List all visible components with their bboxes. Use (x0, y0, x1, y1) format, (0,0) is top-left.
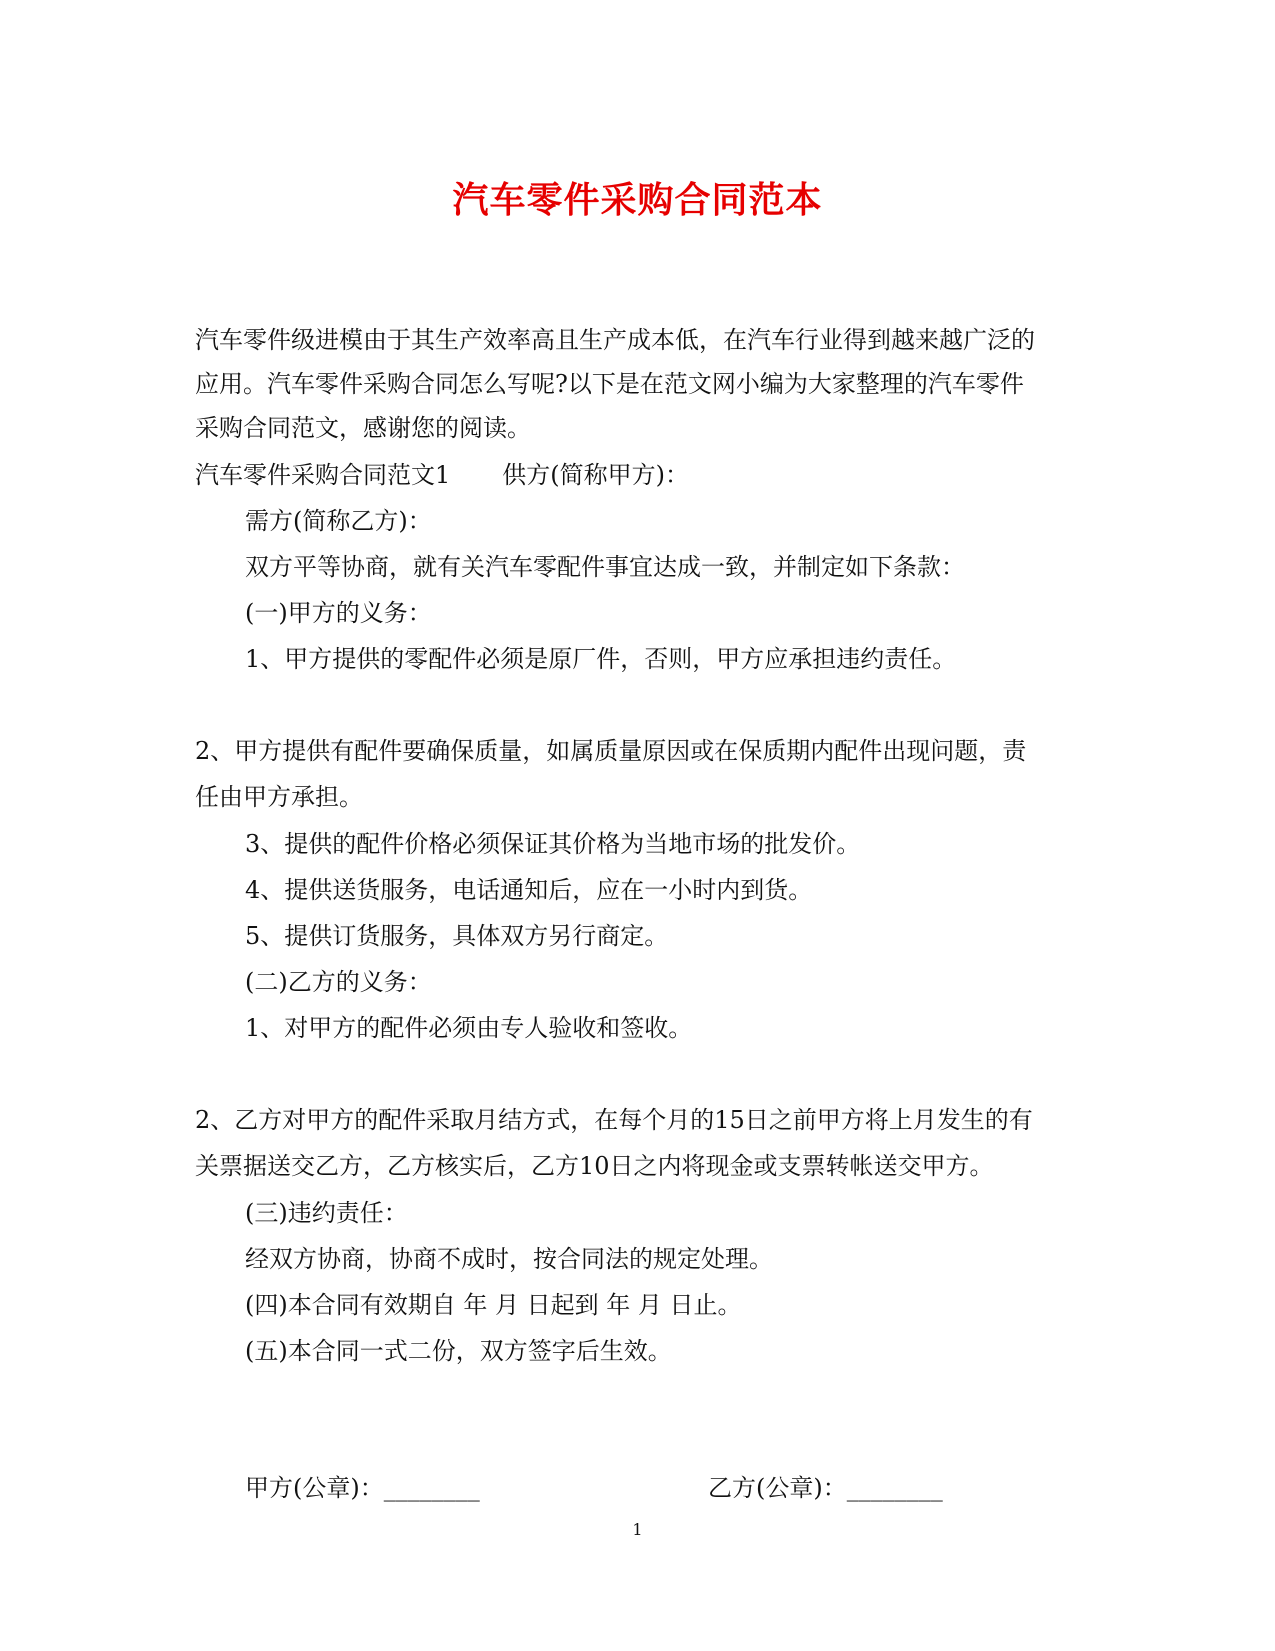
party-b-item-1: 1、对甲方的配件必须由专人验收和签收。 (245, 1014, 693, 1042)
section-heading: 汽车零件采购合同范文1 (195, 461, 451, 489)
intro-line-2: 应用。汽车零件采购合同怎么写呢?以下是在范文网小编为大家整理的汽车零件 (195, 370, 1024, 398)
intro-line-3: 采购合同范文，感谢您的阅读。 (195, 414, 531, 442)
party-a-item-5: 5、提供订货服务，具体双方另行商定。 (245, 922, 669, 950)
party-b-item-2-line-2: 关票据送交乙方，乙方核实后，乙方10日之内将现金或支票转帐送交甲方。 (195, 1152, 994, 1180)
buyer-label: 需方(简称乙方)： (245, 507, 432, 535)
supplier-label: 供方(简称甲方)： (502, 461, 690, 489)
page-number: 1 (632, 1520, 643, 1539)
party-b-duties-heading: (二)乙方的义务： (245, 968, 432, 996)
party-a-item-1: 1、甲方提供的零配件必须是原厂件，否则，甲方应承担违约责任。 (245, 645, 957, 673)
intro-line-1: 汽车零件级进模由于其生产效率高且生产成本低，在汽车行业得到越来越广泛的 (195, 326, 1035, 354)
agreement-text: 双方平等协商，就有关汽车零配件事宜达成一致，并制定如下条款： (245, 553, 965, 581)
validity-clause: (四)本合同有效期自 年 月 日起到 年 月 日止。 (245, 1291, 742, 1319)
party-a-item-2-line-1: 2、甲方提供有配件要确保质量，如属质量原因或在保质期内配件出现问题，责 (195, 737, 1027, 765)
party-a-duties-heading: (一)甲方的义务： (245, 599, 432, 627)
copies-clause: (五)本合同一式二份，双方签字后生效。 (245, 1337, 672, 1365)
signature-party-b: 乙方(公章)：________ (708, 1474, 943, 1502)
party-a-item-4: 4、提供送货服务，电话通知后，应在一小时内到货。 (245, 876, 813, 904)
document-title: 汽车零件采购合同范本 (452, 179, 823, 221)
breach-text: 经双方协商，协商不成时，按合同法的规定处理。 (245, 1245, 773, 1273)
party-a-item-3: 3、提供的配件价格必须保证其价格为当地市场的批发价。 (245, 830, 861, 858)
party-b-item-2-line-1: 2、乙方对甲方的配件采取月结方式，在每个月的15日之前甲方将上月发生的有 (195, 1106, 1033, 1134)
section-heading-line (195, 451, 1075, 499)
breach-heading: (三)违约责任： (245, 1199, 408, 1227)
signature-party-a: 甲方(公章)：________ (245, 1474, 480, 1502)
party-a-item-2-line-2: 任由甲方承担。 (195, 783, 363, 811)
